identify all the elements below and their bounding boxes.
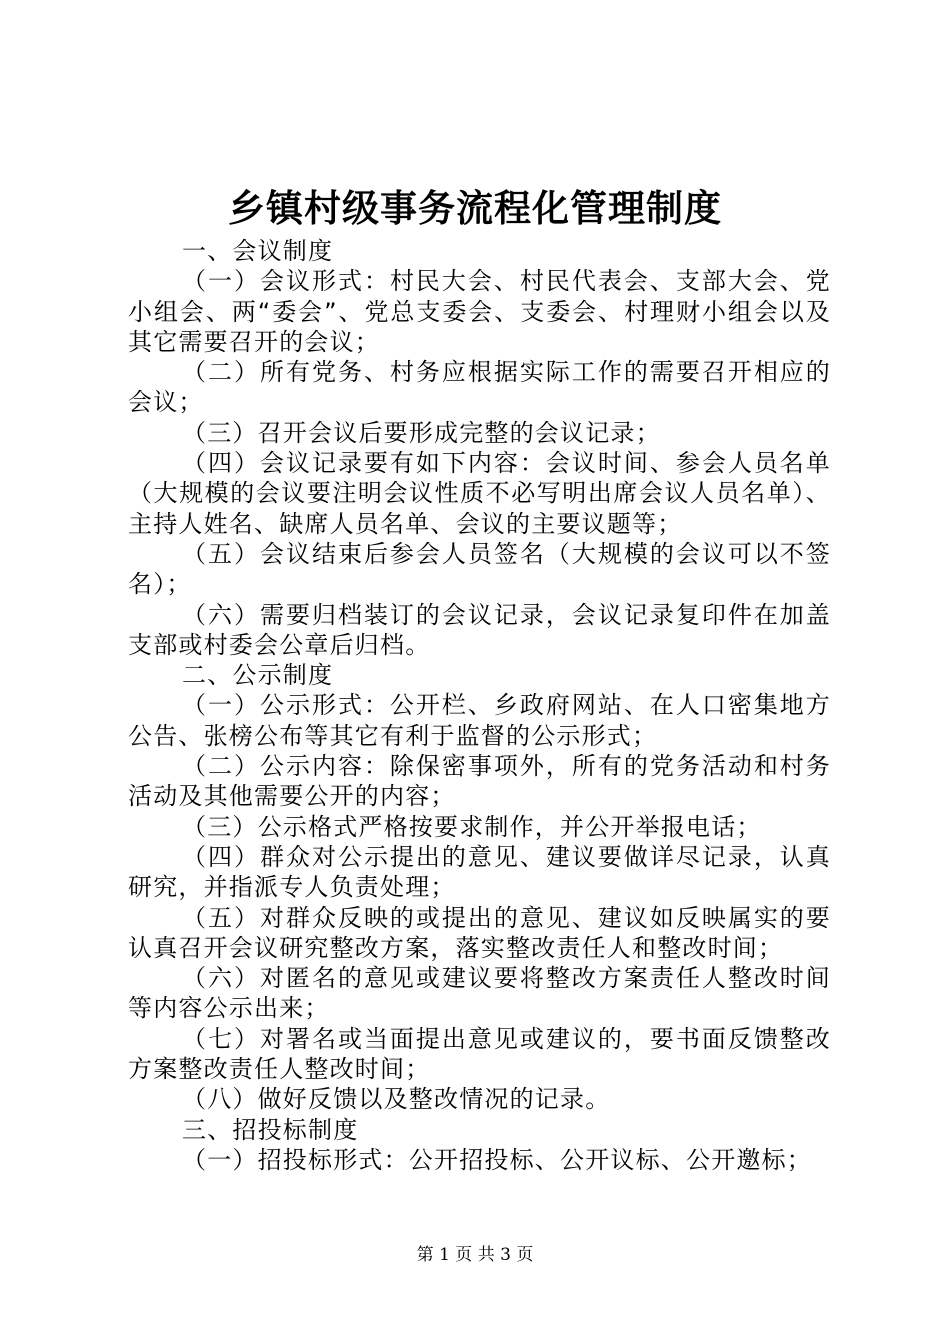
clause-paragraph: （二）所有党务、村务应根据实际工作的需要召开相应的会议； xyxy=(128,358,831,417)
clause-paragraph: （八）做好反馈以及整改情况的记录。 xyxy=(182,1085,611,1114)
clause-paragraph: （三）召开会议后要形成完整的会议记录； xyxy=(182,418,661,447)
clause-paragraph: （一）会议形式：村民大会、村民代表会、支部大会、党小组会、两“委会”、党总支委会、支委会、村理财小组会以及其它需要召开的会议； xyxy=(128,267,831,356)
section-heading: 二、公示制度 xyxy=(182,661,334,690)
clause-paragraph: （五）对群众反映的或提出的意见、建议如反映属实的要认真召开会议研究整改方案，落实整改责任人和整改时间； xyxy=(128,903,831,962)
document-title: 乡镇村级事务流程化管理制度 xyxy=(228,186,722,230)
document-body xyxy=(128,236,831,1175)
clause-paragraph: （二）公示内容：除保密事项外，所有的党务活动和村务活动及其他需要公开的内容； xyxy=(128,752,831,811)
clause-paragraph: （一）招投标形式：公开招投标、公开议标、公开邀标； xyxy=(182,1145,812,1174)
clause-paragraph: （一）公示形式：公开栏、乡政府网站、在人口密集地方公告、张榜公布等其它有利于监督的公示形式； xyxy=(128,691,831,750)
clause-paragraph: （三）公示格式严格按要求制作，并公开举报电话； xyxy=(182,812,762,841)
clause-paragraph: （四）群众对公示提出的意见、建议要做详尽记录，认真研究，并指派专人负责处理； xyxy=(128,842,831,902)
section-heading: 一、会议制度 xyxy=(182,237,334,265)
clause-paragraph: （六）需要归档装订的会议记录，会议记录复印件在加盖支部或村委会公章后归档。 xyxy=(128,600,831,659)
clause-paragraph: （六）对匿名的意见或建议要将整改方案责任人整改时间等内容公示出来； xyxy=(128,964,831,1023)
clause-paragraph: （四）会议记录要有如下内容：会议时间、参会人员名单（大规模的会议要注明会议性质不必写明出席会议人员名单）、主持人姓名、缺席人员名单、会议的主要议题等； xyxy=(128,449,831,538)
clause-paragraph: （七）对署名或当面提出意见或建议的，要书面反馈整改方案整改责任人整改时间； xyxy=(128,1024,831,1084)
section-heading: 三、招投标制度 xyxy=(182,1115,359,1144)
page-number-footer: 第 1 页 共 3 页 xyxy=(416,1245,534,1265)
clause-paragraph: （五）会议结束后参会人员签名（大规模的会议可以不签名）； xyxy=(128,539,831,599)
